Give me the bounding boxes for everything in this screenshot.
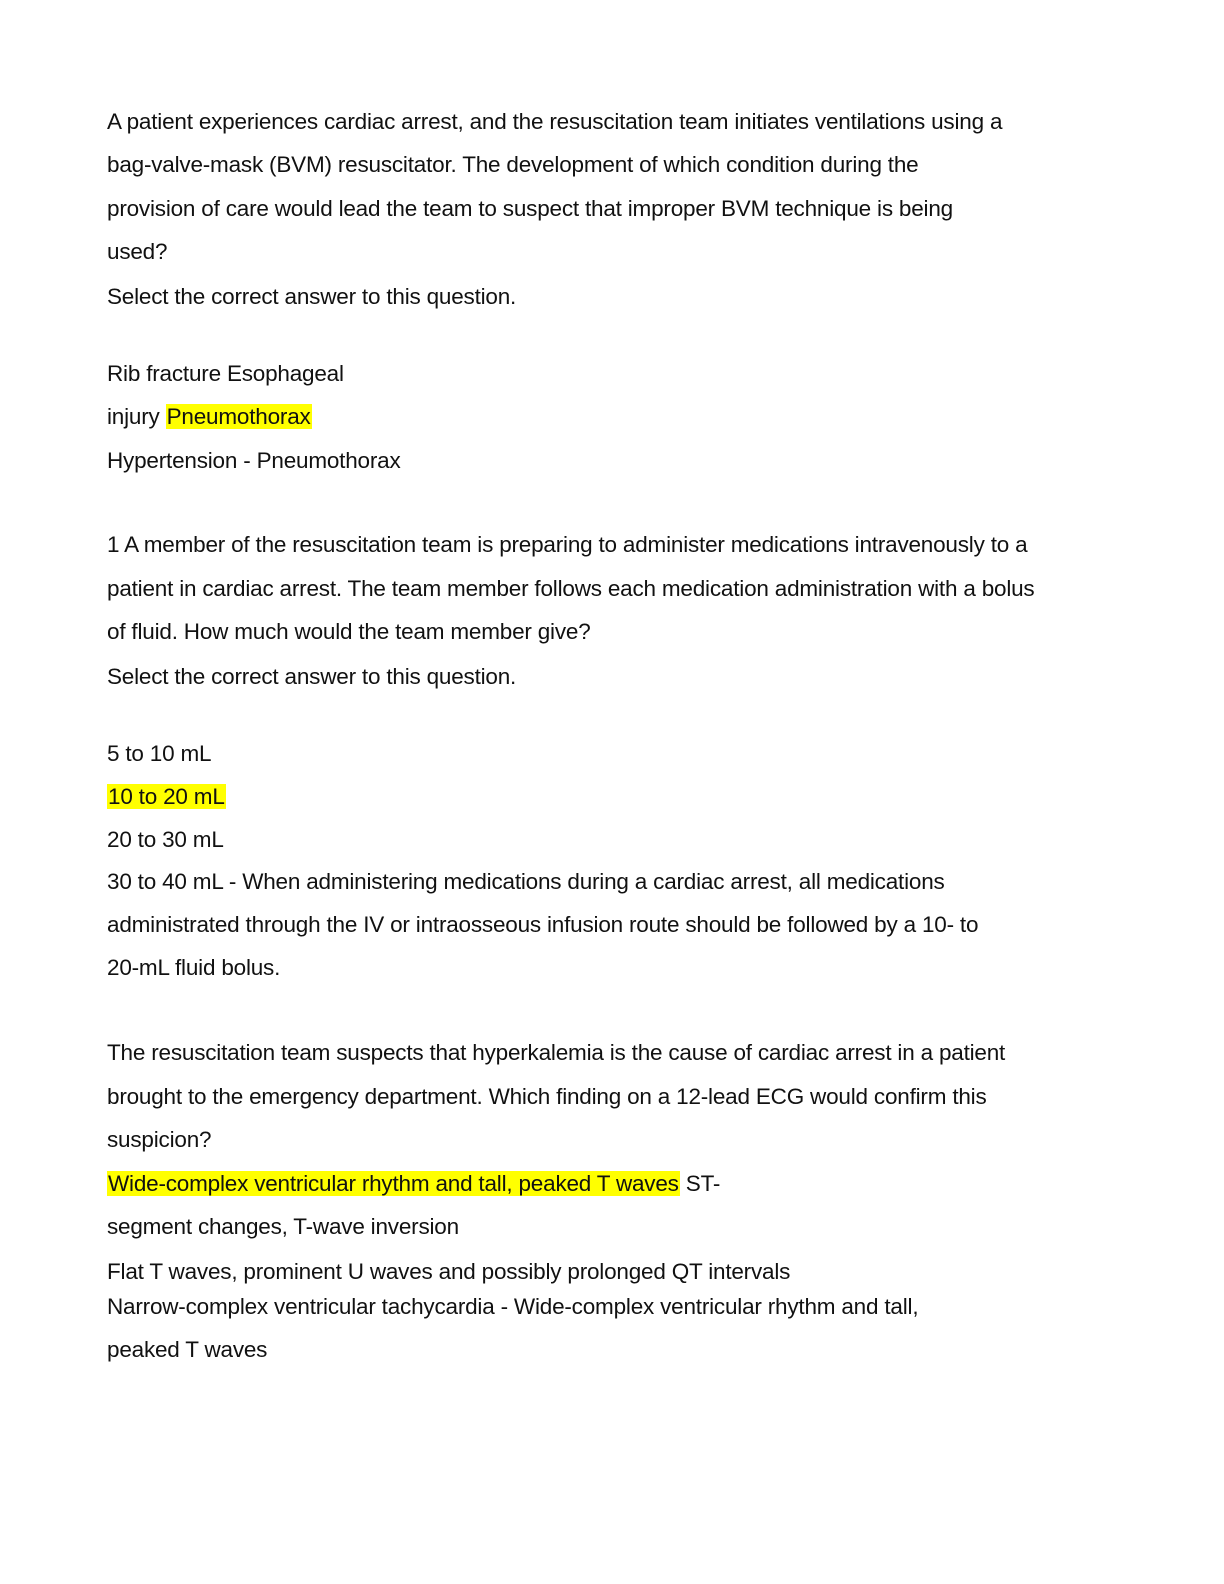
q3-text-line-1: The resuscitation team suspects that hyperkalemia is the cause of cardiac arrest in a patient <box>107 1040 1006 1065</box>
q3-option-2-cont: segment changes, T-wave inversion <box>107 1214 459 1239</box>
q2-instruction: Select the correct answer to this question. <box>107 664 517 689</box>
q3-option-4: Narrow-complex ventricular tachycardia - Wide-complex ventricular rhythm and tall, <box>107 1294 919 1319</box>
q1-text-line-3: provision of care would lead the team to suspect that improper BVM technique is being <box>107 196 953 221</box>
q3-highlighted-answer: Wide-complex ventricular rhythm and tall, peaked T waves <box>108 1171 679 1196</box>
q2-explanation-line-2: administrated through the IV or intraosseous infusion route should be followed by a 10- to <box>107 912 979 937</box>
q2-highlighted-answer: 10 to 20 mL <box>108 784 225 809</box>
q3-option-4-cont: peaked T waves <box>107 1337 268 1362</box>
q2-option-3: 20 to 30 mL <box>107 827 224 852</box>
q1-options-line-3: Hypertension - Pneumothorax <box>107 448 401 473</box>
q1-instruction: Select the correct answer to this question. <box>107 284 517 309</box>
q2-explanation-line-3: 20-mL fluid bolus. <box>107 955 281 980</box>
q3-text-line-3: suspicion? <box>107 1127 212 1152</box>
q1-options-line-1: Rib fracture Esophageal <box>107 361 344 386</box>
q2-option-1: 5 to 10 mL <box>107 741 212 766</box>
q3-text-line-2: brought to the emergency department. Which finding on a 12-lead ECG would confirm this <box>107 1084 987 1109</box>
q3-option-1 <box>107 1166 720 1202</box>
q1-options-line-2 <box>107 399 312 435</box>
q1-text-line-4: used? <box>107 239 168 264</box>
q3-option-3: Flat T waves, prominent U waves and possibly prolonged QT intervals <box>107 1259 791 1284</box>
q2-option-4: 30 to 40 mL - When administering medications during a cardiac arrest, all medications <box>107 869 945 894</box>
q2-text-line-2: patient in cardiac arrest. The team member follows each medication administration with a bolus <box>107 576 1035 601</box>
q1-options-text: injury <box>107 404 166 429</box>
q1-highlighted-answer: Pneumothorax <box>166 404 311 429</box>
q1-text-line-1: A patient experiences cardiac arrest, and the resuscitation team initiates ventilations using a <box>107 109 1003 134</box>
q2-text-line-1: 1 A member of the resuscitation team is preparing to administer medications intravenously to a <box>107 532 1028 557</box>
q1-text-line-2: bag-valve-mask (BVM) resuscitator. The development of which condition during the <box>107 152 919 177</box>
q3-option-2-start: ST- <box>679 1171 721 1196</box>
q2-option-2 <box>107 779 226 815</box>
q2-text-line-3: of fluid. How much would the team member give? <box>107 619 591 644</box>
